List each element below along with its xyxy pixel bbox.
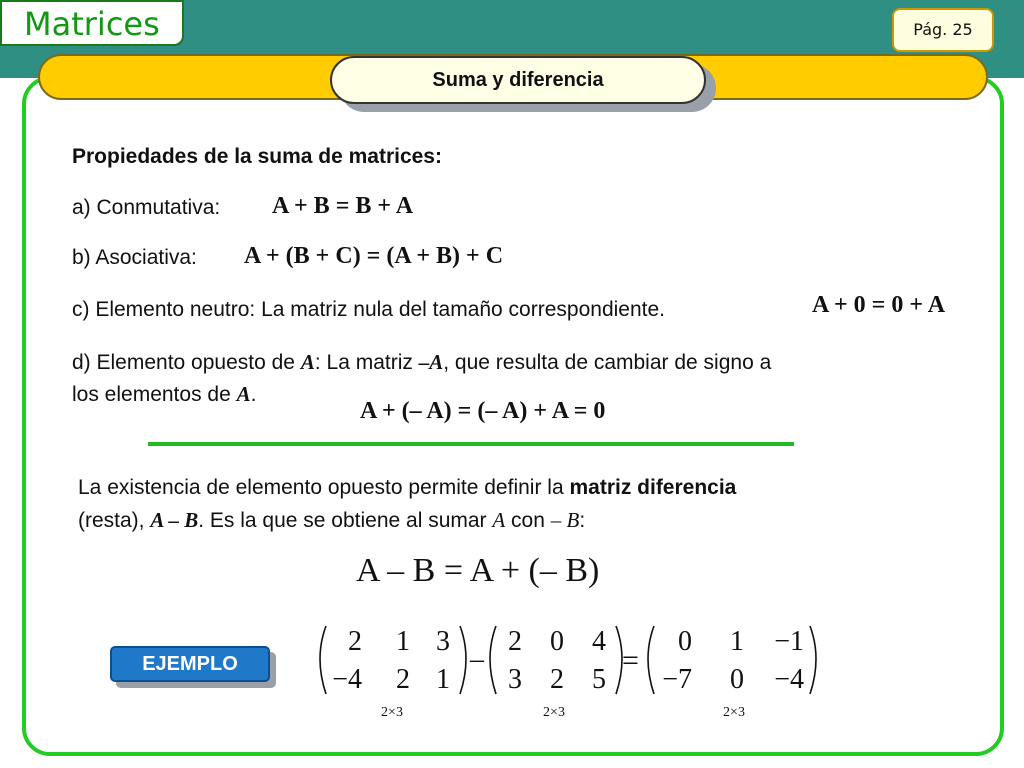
- properties-heading: Propiedades de la suma de matrices:: [72, 145, 442, 168]
- d-line2-A: A: [236, 382, 251, 406]
- difference-A: A: [492, 508, 506, 532]
- d-line1-post: , que resulta de cambiar de signo a: [443, 351, 772, 374]
- m1-cell: −4: [332, 664, 362, 695]
- m1-cell: 1: [396, 626, 410, 657]
- minus-operator: –: [470, 644, 484, 675]
- difference-formula: A – B = A + (– B): [356, 552, 600, 589]
- equals-operator: =: [622, 644, 639, 677]
- property-c-text: c) Elemento neutro: La matriz nula del tamaño correspondiente.: [72, 298, 665, 321]
- difference-con: con: [505, 509, 551, 532]
- m1-cell: 2: [348, 626, 362, 657]
- property-a-label: a) Conmutativa:: [72, 196, 221, 219]
- m3-right-paren: [810, 626, 816, 694]
- property-c-formula: A + 0 = 0 + A: [812, 292, 946, 318]
- m2-left-paren: [490, 626, 496, 694]
- m3-cell: −7: [662, 664, 692, 695]
- example-button[interactable]: EJEMPLO: [110, 646, 270, 682]
- m3-size: 2×3: [723, 705, 745, 720]
- m2-cell: 0: [550, 626, 564, 657]
- m3-cell: 1: [730, 626, 744, 657]
- m1-cell: 3: [436, 626, 450, 657]
- d-matrix-negA: –A: [418, 350, 444, 374]
- m1-left-paren: [320, 626, 326, 694]
- m2-cell: 2: [550, 664, 564, 695]
- difference-term: matriz diferencia: [569, 476, 737, 499]
- difference-line1: [78, 476, 736, 500]
- difference-negB: – B: [550, 508, 580, 532]
- m1-cell: 1: [436, 664, 450, 695]
- m3-cell: −1: [774, 626, 804, 657]
- d-line2-pre: los elementos de: [72, 383, 237, 406]
- property-b-formula: A + (B + C) = (A + B) + C: [244, 243, 504, 269]
- page-number: Pág. 25: [892, 8, 994, 52]
- m2-cell: 2: [508, 626, 522, 657]
- app-title: Matrices: [0, 0, 184, 46]
- difference-line2-mid: . Es la que se obtiene al sumar: [198, 509, 493, 532]
- property-d-line1: [72, 350, 771, 375]
- property-a-formula: A + B = B + A: [272, 193, 414, 219]
- m3-left-paren: [648, 626, 654, 694]
- m1-size: 2×3: [381, 705, 403, 720]
- m2-cell: 3: [508, 664, 522, 695]
- difference-AB: A – B: [150, 508, 199, 532]
- property-d-formula: A + (– A) = (– A) + A = 0: [360, 398, 606, 424]
- m1-right-paren: [460, 626, 466, 694]
- d-line1-mid: : La matriz: [314, 351, 419, 374]
- example-matrix-equation: [300, 612, 840, 724]
- difference-line2: [78, 508, 585, 533]
- d-line2-post: .: [250, 383, 257, 406]
- property-d-line2: [72, 382, 256, 407]
- property-b-label: b) Asociativa:: [72, 246, 197, 269]
- m2-size: 2×3: [543, 705, 565, 720]
- m2-cell: 5: [592, 664, 606, 695]
- d-matrix-A: A: [300, 350, 315, 374]
- m2-cell: 4: [592, 626, 606, 657]
- section-title: Suma y diferencia: [330, 56, 706, 104]
- m1-cell: 2: [396, 664, 410, 695]
- difference-line1-pre: La existencia de elemento opuesto permite definir la: [78, 476, 570, 499]
- divider: [148, 442, 794, 446]
- m3-cell: 0: [678, 626, 692, 657]
- m3-cell: −4: [774, 664, 804, 695]
- d-line1-pre: d) Elemento opuesto de: [72, 351, 301, 374]
- difference-end: :: [579, 509, 586, 532]
- m3-cell: 0: [730, 664, 744, 695]
- difference-line2-pre: (resta),: [78, 509, 151, 532]
